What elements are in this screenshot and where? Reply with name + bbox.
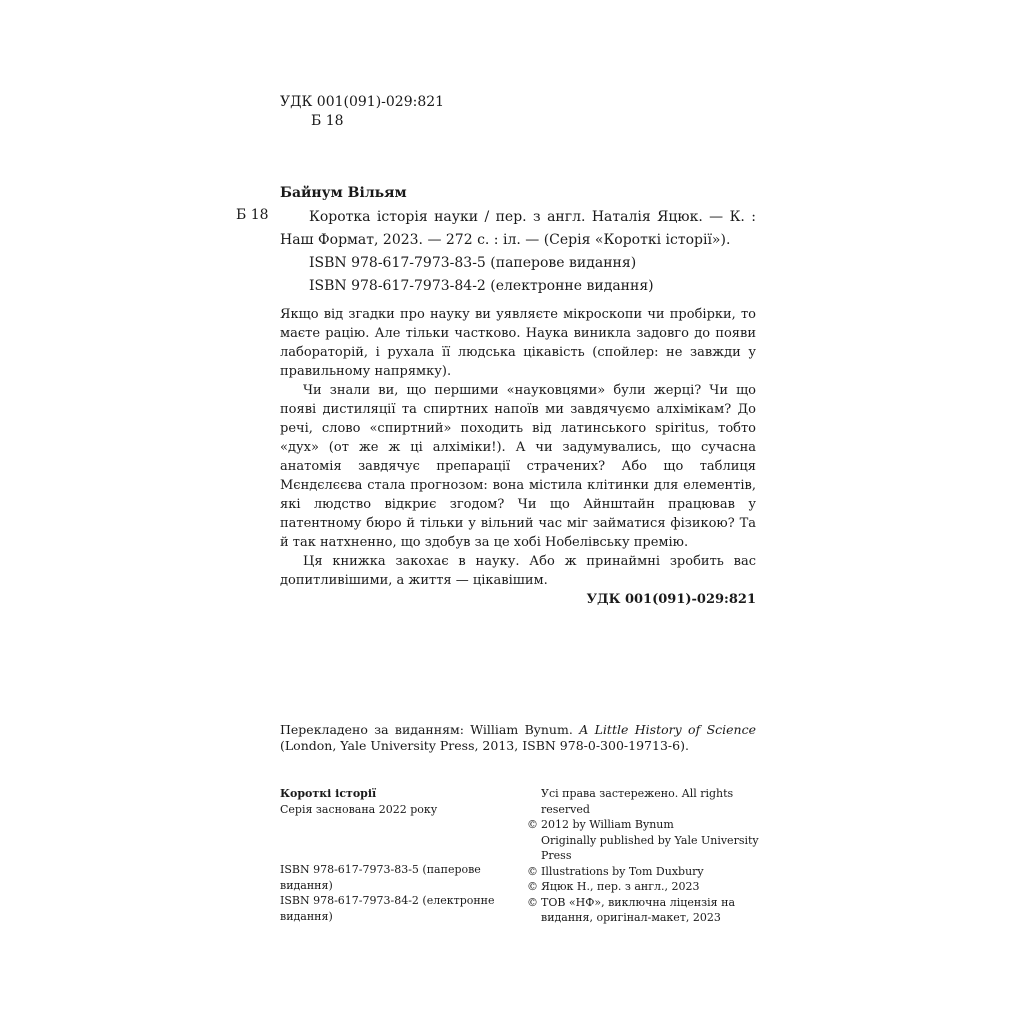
- isbn-print: ISBN 978-617-7973-83-5 (паперове видання): [309, 255, 637, 271]
- bibliographic-description: Коротка історія науки / пер. з англ. Наталія Яцюк. — К. : Наш Формат, 2023. — 272 с. : іл. — (Серія «Короткі історії»).: [280, 209, 756, 248]
- copyright-row-3: [527, 879, 767, 895]
- series-isbn-print: ISBN 978-617-7973-83-5 (паперове видання): [280, 863, 481, 892]
- copyright-row-4: [527, 895, 767, 926]
- series-name: Короткі історії: [280, 787, 377, 800]
- series-isbn-electronic: ISBN 978-617-7973-84-2 (електронне видання): [280, 894, 495, 923]
- copyright-symbol: ©: [527, 818, 538, 831]
- translated-from-suffix: (London, Yale University Press, 2013, ISBN 978-0-300-19713-6).: [280, 738, 689, 753]
- translated-from: [280, 722, 756, 754]
- copyright-symbol: ©: [527, 895, 538, 909]
- copyright-author: 2012 by William Bynum: [541, 818, 674, 831]
- author-name: Байнум Вільям: [280, 185, 407, 201]
- udk-header: [280, 93, 444, 131]
- rights-reserved: Усі права застережено. All rights reserved: [541, 787, 734, 816]
- annotation-paragraph-2: Чи знали ви, що першими «науковцями» були жерці? Чи що появі дистиляції та спиртних напоїв ми завдячуємо алхімікам? До речі, слово «спиртний» походить від латинського spiritus, тобто «дух» (от же ж ці алхіміки!). А чи задумувались, що сучасна анатомія завдячує препарації страчених? Або що таблиця Мєндєлєєва стала прогнозом: вона містила клітинки для елементів, які людство відкриє згодом? Чи що Айнштайн працював у патентному бюро й тільки у вільний час міг займатися фізикою? Та й так натхненно, що здобув за це хобі Нобелівську премію.: [280, 383, 756, 550]
- rights-info: [527, 786, 767, 926]
- bibliographic-record: [280, 206, 756, 298]
- annotation-paragraph-3: Ця книжка закохає в науку. Або ж принаймні зробить вас допитливішими, а життя — цікавішим.: [280, 554, 756, 588]
- copyright-row-1b: [527, 833, 767, 864]
- annotation-paragraph-1: Якщо від згадки про науку ви уявляєте мікроскопи чи пробірки, то маєте рацію. Але тільки частково. Наука виникла задовго до появи лабораторій, і рухала її людська цікавість (спойлер: не завжди у правильному напрямку).: [280, 307, 756, 379]
- rights-reserved-row: [527, 786, 767, 817]
- udk-code: УДК 001(091)-029:821: [280, 94, 445, 110]
- series-info: [280, 786, 520, 817]
- original-publisher: Originally published by Yale University Press: [541, 833, 759, 862]
- series-isbn-list: [280, 862, 520, 924]
- copyright-row-1: [527, 817, 767, 833]
- annotation-udk: УДК 001(091)-029:821: [586, 592, 756, 607]
- translated-from-prefix: Перекладено за виданням: William Bynum.: [280, 722, 580, 737]
- side-library-code: Б 18: [236, 207, 269, 223]
- copyright-illustrations: Illustrations by Tom Duxbury: [541, 864, 704, 878]
- series-founded: Серія заснована 2022 року: [280, 802, 438, 816]
- copyright-symbol: ©: [527, 880, 538, 893]
- copyright-row-2: [527, 864, 767, 880]
- annotation: [280, 305, 756, 609]
- isbn-electronic: ISBN 978-617-7973-84-2 (електронне видання): [309, 278, 654, 294]
- library-code: Б 18: [311, 113, 344, 129]
- copyright-symbol: ©: [527, 864, 538, 878]
- copyright-translation: Яцюк Н., пер. з англ., 2023: [541, 880, 700, 893]
- original-title: A Little History of Science: [579, 722, 757, 737]
- copyright-publisher: ТОВ «НФ», виключна ліцензія на видання, оригінал-макет, 2023: [541, 895, 735, 924]
